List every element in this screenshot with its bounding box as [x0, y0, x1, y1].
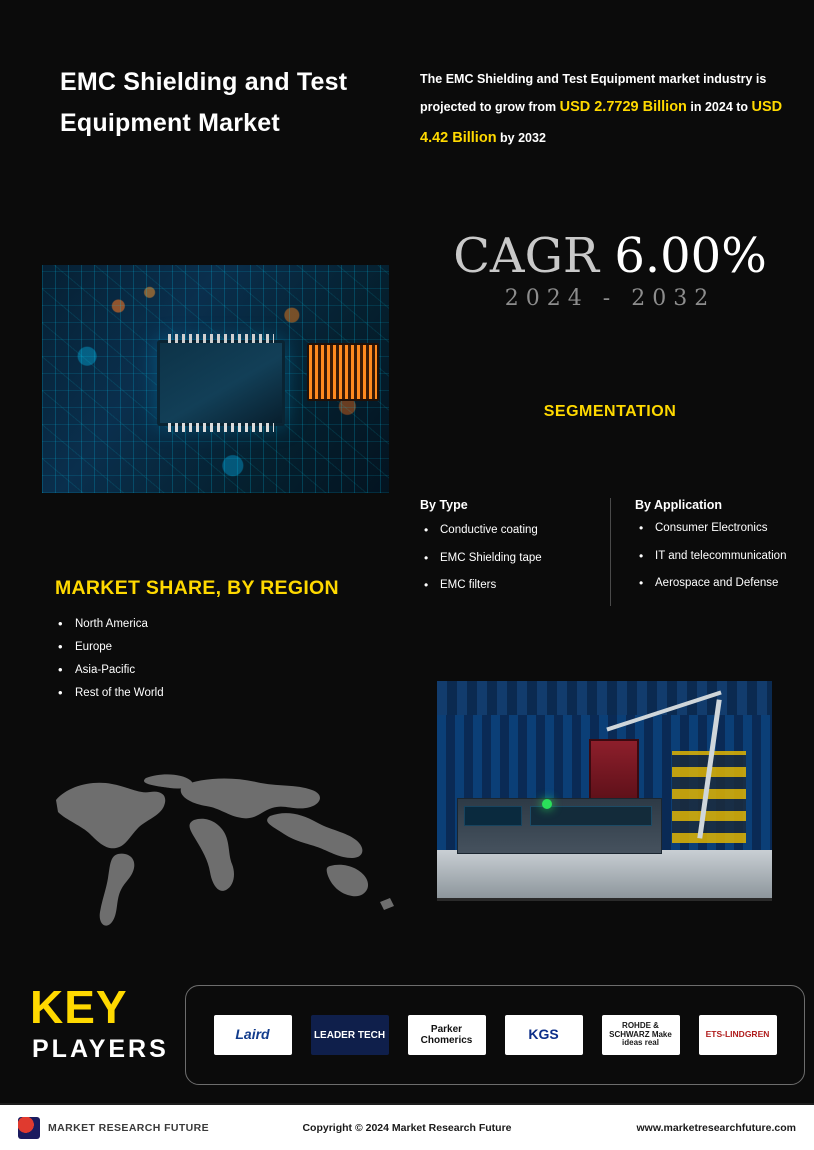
- region-heading: MARKET SHARE, BY REGION: [55, 577, 339, 599]
- list-item: • EMC filters: [420, 578, 600, 594]
- intro-paragraph: [420, 66, 795, 153]
- intro-mid: in 2024 to: [686, 100, 752, 115]
- segmentation-by-type: [420, 498, 610, 606]
- cagr-years: 2024 - 2032: [504, 286, 716, 311]
- status-light-icon: [542, 799, 552, 809]
- footer-bar: [0, 1105, 814, 1150]
- intro-lead: The EMC Shielding and Test Equipment market industry is projected to grow from: [420, 72, 767, 115]
- circuit-board-image: [42, 265, 389, 493]
- segmentation-by-application: [610, 498, 800, 606]
- list-item: • IT and telecommunication: [635, 549, 790, 565]
- instrument-bench: [457, 798, 662, 854]
- logo-parker-chomerics: Parker Chomerics: [408, 1015, 486, 1055]
- segmentation-heading: SEGMENTATION: [543, 403, 677, 420]
- key-players-key-word: KEY: [30, 981, 128, 1033]
- value-2032: USD 4.42 Billion: [420, 99, 783, 146]
- list-item: • Conductive coating: [420, 523, 600, 539]
- list-item: • Rest of the World: [55, 687, 164, 699]
- list-item: • North America: [55, 618, 164, 630]
- page-title: EMC Shielding and Test Equipment Market: [60, 68, 348, 138]
- value-2024: USD 2.7729 Billion: [559, 99, 687, 116]
- footer-url[interactable]: www.marketresearchfuture.com: [636, 1121, 796, 1134]
- logo-kgs: KGS: [505, 1015, 583, 1055]
- company-logo-icon: [18, 1117, 40, 1139]
- segmentation-columns: [420, 498, 800, 606]
- region-list: [55, 618, 164, 710]
- by-type-heading: By Type: [420, 498, 468, 512]
- key-players-logo-box: [185, 985, 805, 1085]
- by-application-heading: By Application: [635, 498, 723, 512]
- cagr-block: [420, 228, 800, 311]
- connector-icon: [307, 343, 379, 401]
- list-item: • Europe: [55, 641, 164, 653]
- logo-laird: Laird: [214, 1015, 292, 1055]
- logo-ets-lindgren: ETS-LINDGREN: [699, 1015, 777, 1055]
- chamber-floor: [437, 850, 772, 898]
- cagr-line: [420, 228, 800, 284]
- logo-leader-tech: LEADER TECH: [311, 1015, 389, 1055]
- footer-brand-label: MARKET RESEARCH FUTURE: [48, 1121, 210, 1134]
- footer-brand: [18, 1117, 268, 1139]
- world-map-continents: [56, 774, 394, 925]
- list-item: • EMC Shielding tape: [420, 551, 600, 567]
- cagr-value: 6.00%: [614, 228, 767, 284]
- world-map-svg: [34, 762, 394, 952]
- list-item: • Asia-Pacific: [55, 664, 164, 676]
- list-item: • Consumer Electronics: [635, 521, 790, 537]
- logo-rohde-schwarz: ROHDE & SCHWARZ Make ideas real: [602, 1015, 680, 1055]
- key-players-players-word: PLAYERS: [32, 1035, 169, 1063]
- chamber-ceiling: [437, 681, 772, 715]
- by-type-list: [420, 523, 600, 594]
- chip-icon: [157, 340, 285, 426]
- intro-tail: by 2032: [496, 130, 546, 145]
- device-under-test: [589, 739, 639, 803]
- footer-copyright: Copyright © 2024 Market Research Future: [302, 1121, 512, 1134]
- list-item: • Aerospace and Defense: [635, 576, 790, 592]
- cagr-label: CAGR: [453, 228, 600, 284]
- by-application-list: [635, 521, 790, 592]
- key-players-section: [0, 975, 814, 1105]
- emc-chamber-image: [437, 681, 772, 901]
- world-map: [34, 762, 394, 952]
